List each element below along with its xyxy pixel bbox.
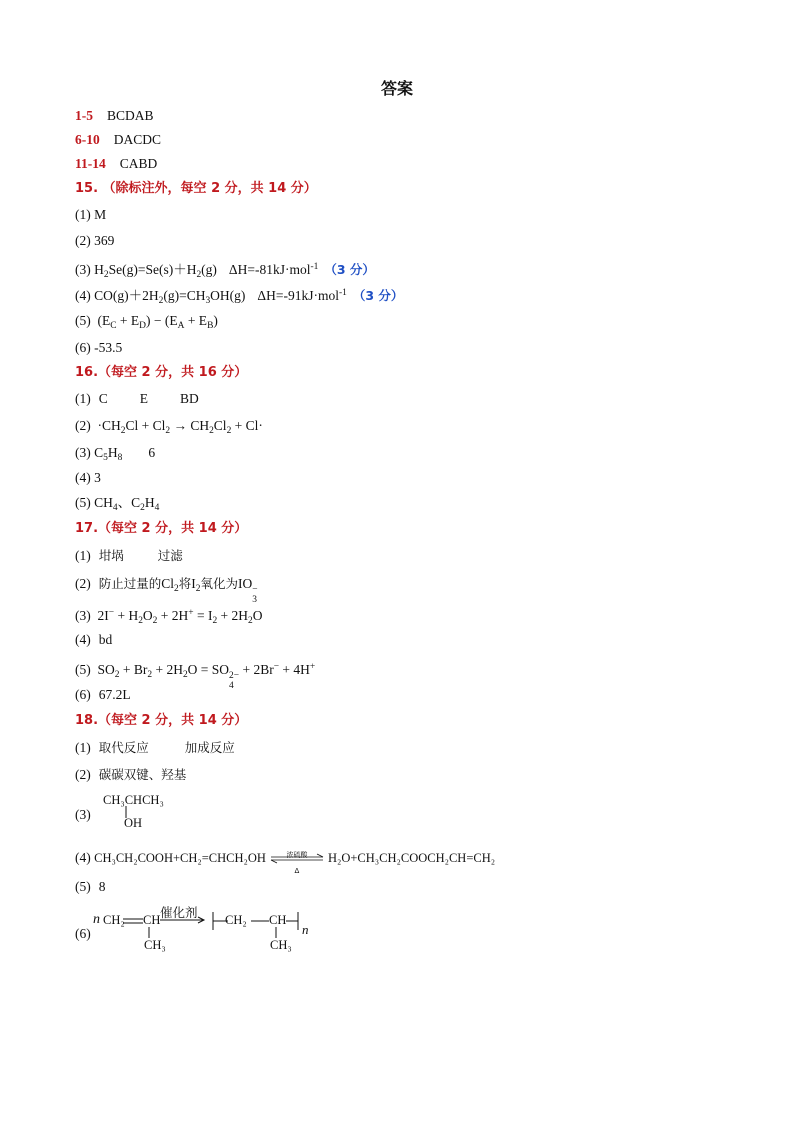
q15-answer-1: (1) M bbox=[75, 207, 107, 222]
q17-heading: 17.（每空 2 分，共 14 分） bbox=[75, 521, 248, 536]
reaction-arrow bbox=[160, 915, 206, 925]
q16-answer-3 bbox=[75, 444, 155, 467]
answer-label: (2) bbox=[75, 767, 91, 782]
answer-value: BD bbox=[180, 391, 199, 406]
q16-answer-1 bbox=[75, 390, 199, 408]
isopropanol-oh: OH bbox=[124, 816, 143, 830]
q15-answer-4 bbox=[75, 284, 403, 310]
enthalpy: ΔH=-91kJ·mol bbox=[257, 288, 339, 304]
q17-answer-3 bbox=[75, 604, 263, 630]
q18-answer-2 bbox=[75, 766, 186, 784]
condition-top: 浓硫酸 bbox=[286, 850, 308, 859]
enthalpy-exponent: -1 bbox=[338, 288, 347, 298]
q18-heading: 18.（每空 2 分，共 14 分） bbox=[75, 713, 248, 728]
q16-heading: 16.（每空 2 分，共 16 分） bbox=[75, 365, 248, 380]
answer-value: C bbox=[98, 391, 108, 406]
isopropanol-top: CH₃CHCH₃ bbox=[103, 793, 164, 807]
mc-range: 11-14 bbox=[75, 156, 106, 171]
answer-value: 加成反应 bbox=[184, 740, 235, 755]
polymer-ch: CH bbox=[269, 913, 287, 927]
answer-label: (4) bbox=[75, 632, 91, 647]
q15-answer-6: (6) -53.5 bbox=[75, 340, 123, 355]
propene-ch: CH bbox=[143, 913, 161, 927]
answer-label: (4) bbox=[75, 850, 91, 865]
mc-row-2 bbox=[75, 131, 161, 149]
answer-value: 取代反应 bbox=[98, 740, 149, 755]
answer-value: 6 bbox=[148, 445, 156, 460]
polymer-n: n bbox=[302, 922, 309, 937]
q18-answer-5 bbox=[75, 878, 106, 896]
reaction: $SO_2 + Br_2 + 2H_2O$ = SO 2− 4 + 2Br− + 4H+ bbox=[94, 662, 316, 691]
answer-value: E bbox=[139, 391, 149, 406]
single-bond bbox=[250, 914, 270, 928]
propene-ch3: CH₃ bbox=[144, 938, 166, 952]
mc-range: 1-5 bbox=[75, 108, 93, 123]
mc-range: 6-10 bbox=[75, 132, 100, 147]
q15-answer-5 bbox=[75, 312, 218, 335]
answer-label: (5) bbox=[75, 495, 91, 510]
answer-value: 坩埚 bbox=[98, 548, 124, 563]
q17-answer-1 bbox=[75, 547, 183, 565]
answer-value: 8 bbox=[98, 879, 106, 894]
reversible-arrow bbox=[269, 850, 325, 875]
answer-value: 67.2L bbox=[98, 687, 131, 702]
page-title: 答案 bbox=[380, 79, 413, 98]
answer-label: (1) bbox=[75, 740, 91, 755]
answer-text: 将 bbox=[178, 576, 192, 591]
propene-ch2: CH₂ bbox=[103, 913, 125, 927]
q18-answer-6-label: (6) bbox=[75, 926, 91, 941]
condition-bottom: Δ bbox=[294, 866, 300, 875]
q15-heading: 15. （除标注外，每空 2 分，共 14 分） bbox=[75, 181, 317, 196]
double-bond bbox=[122, 914, 144, 928]
score-note: （3 分） bbox=[352, 288, 404, 304]
mc-answers: CABD bbox=[119, 156, 158, 171]
q16-answer-5 bbox=[75, 494, 159, 517]
answer-value: bd bbox=[98, 632, 113, 647]
reaction: $\cdot CH_2Cl + Cl_2 \to CH_2Cl_2 + Cl\cdot$ bbox=[94, 418, 263, 436]
answer-label: (2) bbox=[75, 418, 91, 433]
energy-expression: $(E_C + E_D) - (E_A + E_B)$ bbox=[94, 313, 218, 331]
answer-label: (3) bbox=[75, 262, 91, 278]
mc-row-3 bbox=[75, 155, 157, 173]
q17-answer-6 bbox=[75, 686, 131, 704]
answer-label: (3) bbox=[75, 608, 91, 624]
catalyst-label: 催化剂 bbox=[160, 905, 198, 920]
equation: $CO(g)+2H_2(g)=CH_3OH(g)$ bbox=[94, 288, 246, 307]
reaction: $2I^- + H_2O_2 + 2H^+ = I_2 + 2H_2O$ bbox=[94, 608, 263, 627]
q15-answer-2: (2) 369 bbox=[75, 233, 115, 248]
mc-answers: BCDAB bbox=[107, 108, 154, 123]
coefficient-n: n bbox=[93, 912, 100, 927]
answer-label: (5) bbox=[75, 662, 91, 678]
reactants: CH₃CH₂COOH+CH₂=CHCH₂OH bbox=[94, 851, 266, 865]
q17-answer-2: (2) 防止过量的$Cl_2$将$I_2$氧化为IO − 3 bbox=[75, 576, 258, 605]
mc-row-1 bbox=[75, 107, 154, 125]
answer-label: (5) bbox=[75, 879, 91, 894]
answer-label: (1) bbox=[75, 548, 91, 563]
score-note: （3 分） bbox=[324, 262, 375, 278]
q16-answer-4: (4) 3 bbox=[75, 470, 101, 485]
enthalpy-exponent: -1 bbox=[310, 262, 319, 272]
products: H₂O+CH₃CH₂COOCH₂CH=CH₂ bbox=[327, 851, 496, 865]
mc-answers: DACDC bbox=[113, 132, 162, 147]
equation: $H_2Se(g)=Se(s)+H_2(g)$ bbox=[94, 262, 217, 281]
answer-label: (6) bbox=[75, 687, 91, 702]
q16-answer-2 bbox=[75, 417, 263, 440]
polymer-ch3: CH₃ bbox=[270, 938, 292, 952]
polymer-bracket-right bbox=[286, 911, 302, 931]
answer-value: 过滤 bbox=[157, 548, 183, 563]
formula: $CH_4$、$C_2H_4$ bbox=[94, 495, 160, 513]
answer-value: 碳碳双键、羟基 bbox=[98, 767, 187, 782]
answer-label: (3) bbox=[75, 445, 91, 460]
q18-answer-3-label: (3) bbox=[75, 807, 91, 822]
answer-label: (1) bbox=[75, 391, 91, 406]
q18-answer-1 bbox=[75, 739, 235, 757]
answer-text: 氧化为 bbox=[200, 576, 238, 591]
answer-label: (4) bbox=[75, 288, 91, 304]
answer-label: (2) bbox=[75, 576, 91, 591]
formula: $C_5H_8$ bbox=[94, 445, 123, 463]
answer-label: (5) bbox=[75, 313, 91, 328]
q17-answer-4 bbox=[75, 631, 112, 649]
enthalpy: ΔH=-81kJ·mol bbox=[228, 262, 311, 278]
q15-answer-3 bbox=[75, 258, 375, 284]
polymer-ch2: CH₂ bbox=[225, 913, 247, 927]
q18-answer-4 bbox=[75, 849, 496, 875]
answer-text: 防止过量的 bbox=[98, 576, 162, 591]
